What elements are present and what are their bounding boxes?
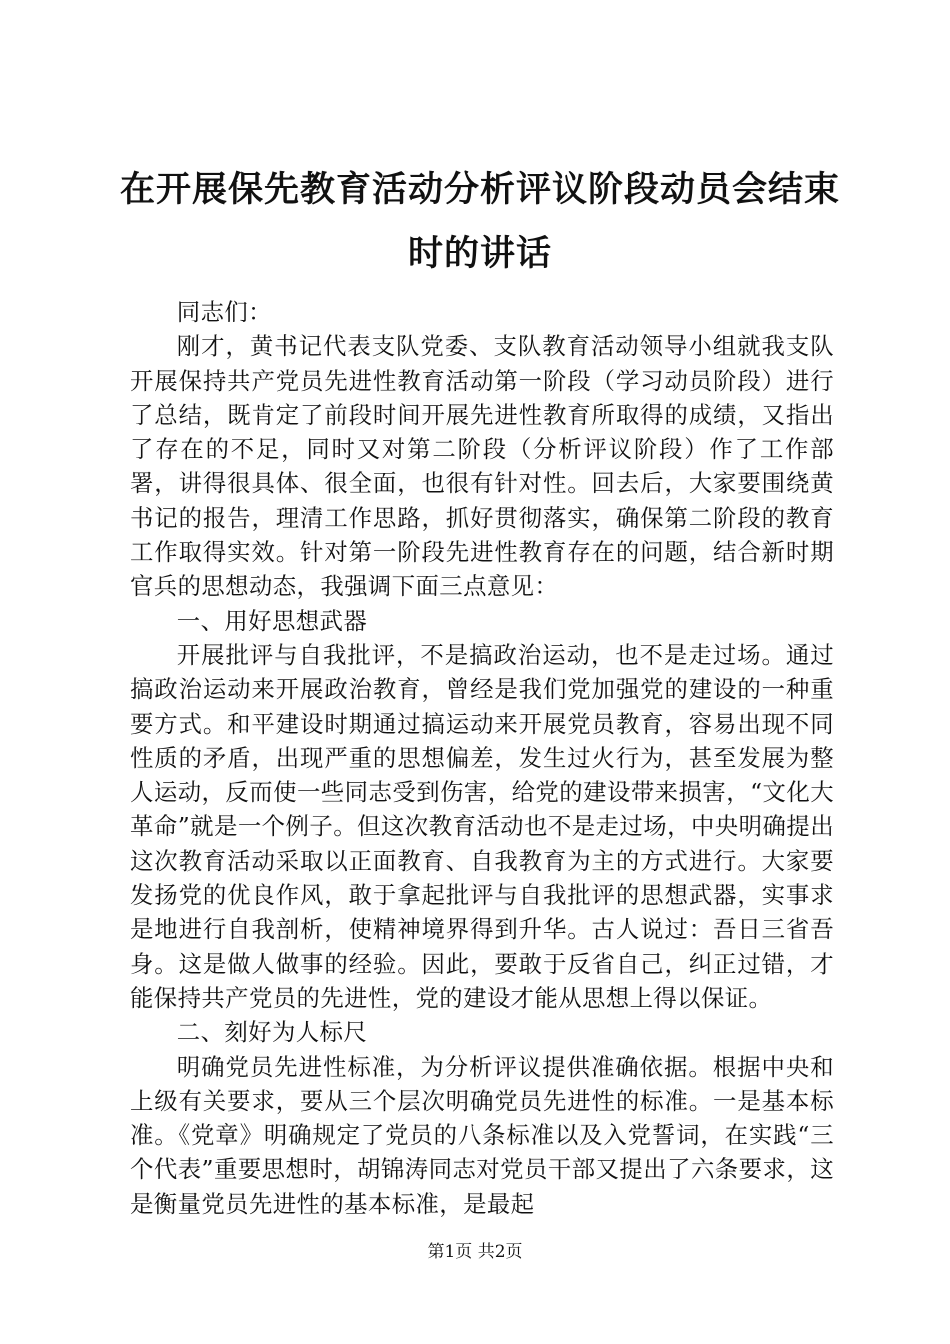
document-title: 在开展保先教育活动分析评议阶段动员会结束时的讲话 [120, 169, 841, 274]
page-footer: 第1页 共2页 [427, 1242, 523, 1262]
section-heading-1: 一、用好思想武器 [176, 606, 368, 635]
paragraph-section-1: 开展批评与自我批评，不是搞政治运动，也不是走过场。通过搞政治运动来开展政治教育，曾经是我们党加强党的建设的一种重要方式。和平建设时期通过搞运动来开展党员教育，容易出现不同性质的矛盾，出现严重的思想偏差，发生过火行为，甚至发展为整人运动，反而使一些同志受到伤害，给党的建设带来损害，“文化大革命”就是一个例子。但这次教育活动也不是走过场，中央明确提出这次教育活动采取以正面教育、自我教育为主的方式进行。大家要发扬党的优良作风，敢于拿起批评与自我批评的思想武器，实事求是地进行自我剖析，使精神境界得到升华。古人说过：吾日三省吾身。这是做人做事的经验。因此，要敢于反省自己，纠正过错，才能保持共产党员的先进性，党的建设才能从思想上得以保证。 [130, 640, 834, 1012]
paragraph-intro: 刚才，黄书记代表支队党委、支队教育活动领导小组就我支队开展保持共产党员先进性教育活动第一阶段（学习动员阶段）进行了总结，既肯定了前段时间开展先进性教育所取得的成绩，又指出了存在的不足，同时又对第二阶段（分析评议阶段）作了工作部署，讲得很具体、很全面，也很有针对性。回去后，大家要围绕黄书记的报告，理清工作思路，抓好贯彻落实，确保第二阶段的教育工作取得实效。针对第一阶段先进性教育存在的问题，结合新时期官兵的思想动态，我强调下面三点意见： [130, 332, 834, 601]
paragraph-section-2: 明确党员先进性标准，为分析评议提供准确依据。根据中央和上级有关要求，要从三个层次明确党员先进性的标准。一是基本标准。《党章》明确规定了党员的八条标准以及入党誓词，在实践“三个代表”重要思想时，胡锦涛同志对党员干部又提出了六条要求，这是衡量党员先进性的基本标准，是最起 [130, 1052, 834, 1218]
document-body [130, 295, 834, 1221]
salutation: 同志们： [176, 298, 272, 326]
section-heading-2: 二、刻好为人标尺 [176, 1018, 368, 1047]
